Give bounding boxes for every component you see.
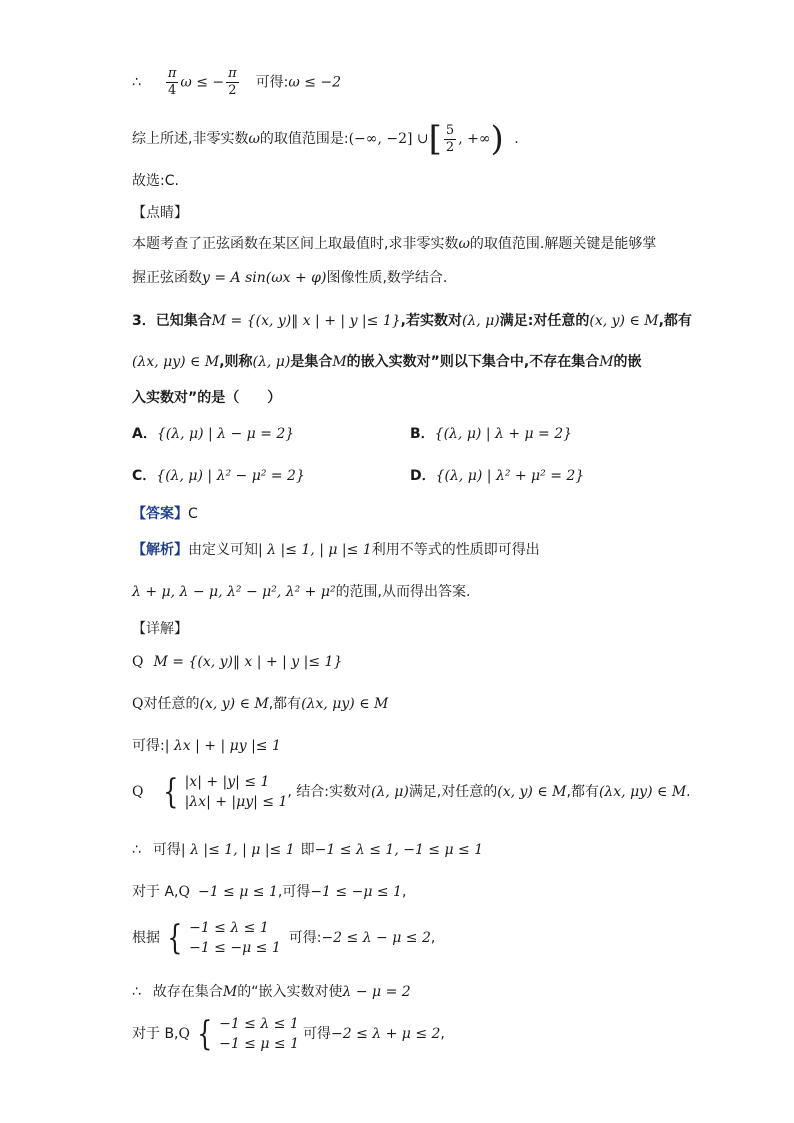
question-3-line-2: (λx, μy) ∈ M,则称(λ, μ)是集合M的嵌入实数对”则以下集合中,不存在集合M的嵌 — [132, 354, 642, 370]
option-b: B．{(λ, μ) | λ + μ = 2} — [410, 426, 573, 442]
therefore-symbol: ∴ — [132, 74, 141, 91]
system-of-inequalities: { −1 ≤ λ ≤ 1 −1 ≤ −μ ≤ 1 — [167, 918, 281, 958]
analysis-line-2: λ + μ, λ − μ, λ² − μ², λ² + μ²的范围,从而得出答案. — [132, 584, 471, 600]
fraction-pi-over-4: $\frac{\pi}{4}$ — [167, 66, 177, 98]
detail-line-9: 对于 B,Q { −1 ≤ λ ≤ 1 −1 ≤ μ ≤ 1 可得−2 ≤ λ + μ ≤ 2, — [132, 1014, 445, 1054]
line-choice: 故选:C. — [132, 173, 179, 189]
system-of-inequalities: { |x| + |y| ≤ 1 |λx| + |μy| ≤ 1 — [163, 772, 288, 812]
detail-line-5: ∴ 可得| λ |≤ 1, | μ |≤ 1 即−1 ≤ λ ≤ 1, −1 ≤ μ ≤ 1 — [132, 842, 484, 858]
fraction-5-over-2: $\frac{5}{2}$ — [445, 122, 455, 155]
fraction-pi-over-2: $\frac{\pi}{2}$ — [228, 66, 237, 98]
detail-line-6: 对于 A,Q −1 ≤ μ ≤ 1,可得−1 ≤ −μ ≤ 1, — [132, 884, 407, 900]
question-3-line-1: 3．已知集合M = {(x, y)‖ x | + | y |≤ 1},若实数对(λ, μ)满足:对任意的(x, y) ∈ M,都有 — [132, 313, 692, 329]
detail-line-4: Q { |x| + |y| ≤ 1 |λx| + |μy| ≤ 1 , 结合:实数对(λ, μ)满足,对任意的(x, y) ∈ M,都有(λx, μy) ∈ M. — [132, 772, 691, 812]
answer-tag: 【答案】 — [132, 506, 188, 522]
option-c: C．{(λ, μ) | λ² − μ² = 2} — [132, 468, 305, 484]
heading-dianjing: 【点睛】 — [132, 205, 188, 221]
answer-line — [132, 504, 198, 524]
line-conclusion-range: 综上所述,非零实数ω的取值范围是:(−∞, −2] ∪[ $\frac{5}{2}$ , +∞) . — [132, 119, 519, 159]
option-d: D．{(λ, μ) | λ² + μ² = 2} — [410, 468, 585, 484]
system-of-inequalities: { −1 ≤ λ ≤ 1 −1 ≤ μ ≤ 1 — [197, 1014, 299, 1054]
question-3-line-3: 入实数对”的是（ ） — [132, 390, 282, 406]
detail-line-2: Q对任意的(x, y) ∈ M,都有(λx, μy) ∈ M — [132, 696, 389, 712]
line-comment-2: 握正弦函数y = A sin(ωx + φ)图像性质,数学结合. — [132, 270, 448, 286]
detail-line-1: Q M = {(x, y)‖ x | + | y |≤ 1} — [132, 654, 343, 670]
detail-line-8: ∴ 故存在集合M的“嵌入实数对使λ − μ = 2 — [132, 984, 411, 1000]
answer-value: C — [188, 506, 198, 522]
inequality: ω ≤ − — [180, 74, 225, 91]
analysis-line-1: 【解析】由定义可知| λ |≤ 1, | μ |≤ 1利用不等式的性质即可得出 — [132, 542, 540, 558]
heading-detail: 【详解】 — [132, 621, 188, 637]
line-comment-1: 本题考查了正弦函数在某区间上取最值时,求非零实数ω的取值范围.解题关键是能够掌 — [132, 236, 657, 252]
line-omega-condition: ∴ $\frac{\pi}{4}$ ω ≤ − $\frac{\pi}{2}$ 可得:ω ≤ −2 — [132, 66, 342, 98]
analysis-tag: 【解析】 — [132, 542, 188, 558]
detail-line-3: 可得:| λx | + | μy |≤ 1 — [132, 738, 281, 754]
detail-line-7: 根据 { −1 ≤ λ ≤ 1 −1 ≤ −μ ≤ 1 可得:−2 ≤ λ − μ ≤ 2, — [132, 918, 436, 958]
option-a: A．{(λ, μ) | λ − μ = 2} — [132, 426, 295, 442]
